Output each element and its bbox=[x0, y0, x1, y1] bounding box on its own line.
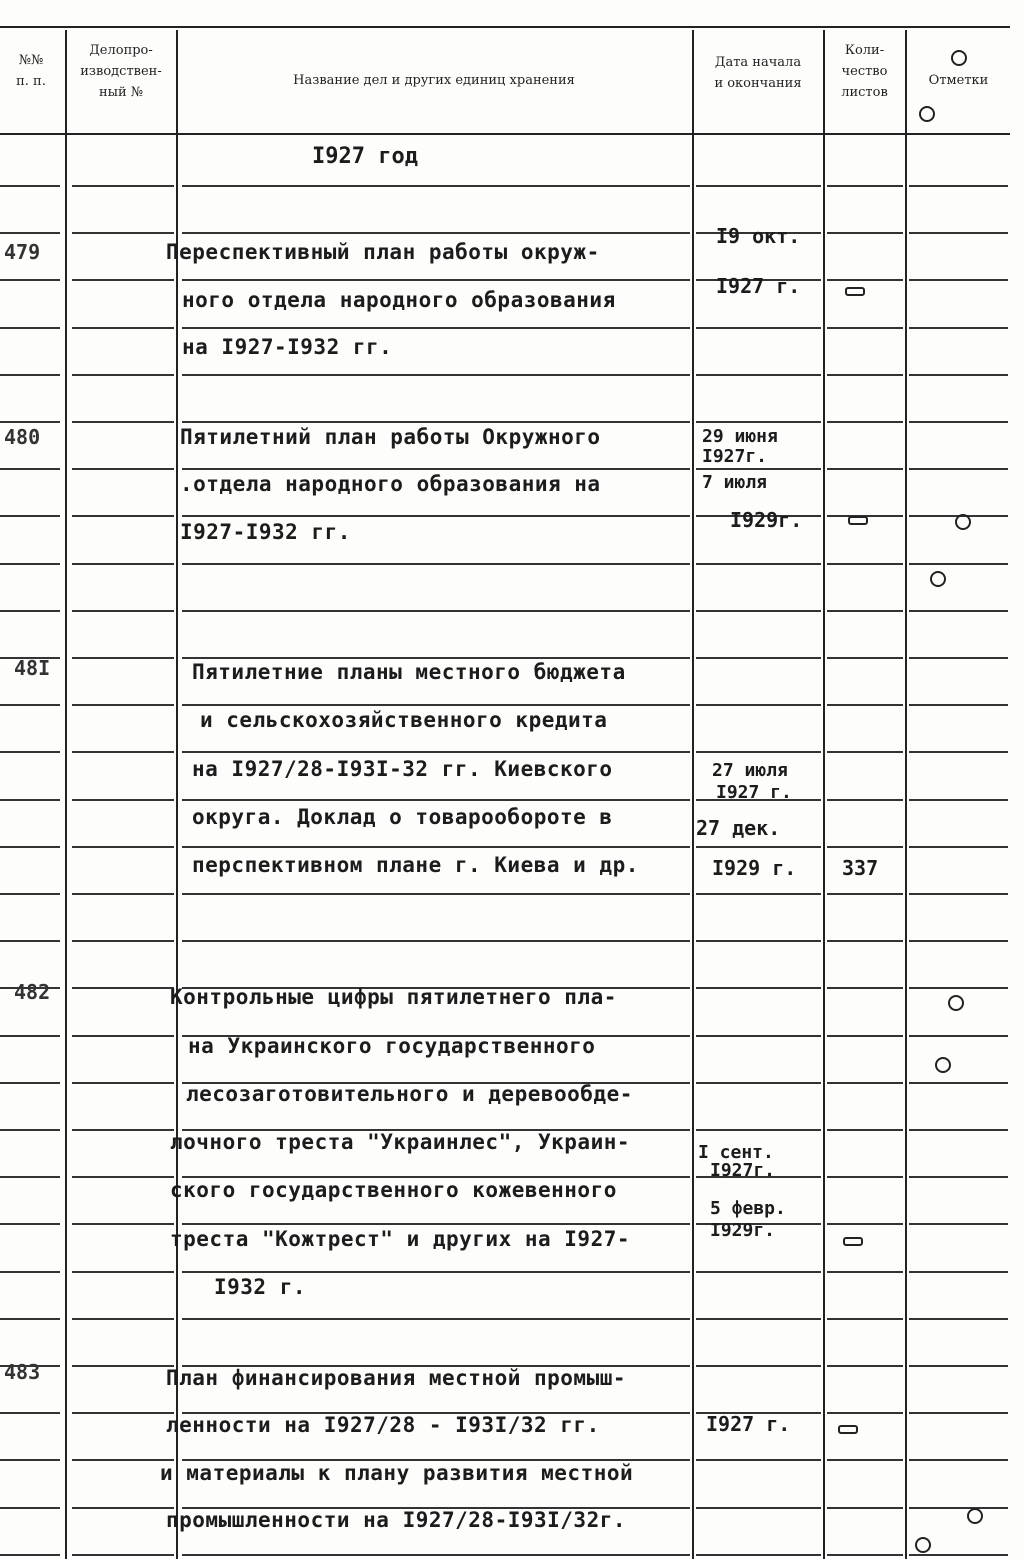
header-number: №№ п. п. bbox=[16, 53, 46, 89]
row-rule bbox=[72, 1554, 174, 1556]
row-rule bbox=[0, 1459, 60, 1461]
row-rule bbox=[909, 1459, 1008, 1461]
row-rule bbox=[0, 893, 60, 895]
row-rule bbox=[0, 327, 60, 329]
record-start-date: I сент. bbox=[698, 1142, 774, 1163]
row-rule bbox=[72, 468, 174, 470]
row-rule bbox=[0, 563, 60, 565]
row-rule bbox=[72, 185, 174, 187]
record-start-year: I927г. bbox=[702, 446, 768, 467]
row-rule bbox=[909, 1129, 1008, 1131]
row-rule bbox=[696, 893, 821, 895]
punch-hole-icon bbox=[930, 571, 946, 587]
row-rule bbox=[827, 185, 903, 187]
row-rule bbox=[909, 232, 1008, 234]
row-rule bbox=[182, 1271, 690, 1273]
row-rule bbox=[0, 940, 60, 942]
row-rule bbox=[696, 185, 821, 187]
row-rule bbox=[182, 374, 690, 376]
row-rule bbox=[72, 1412, 174, 1414]
row-rule bbox=[0, 374, 60, 376]
row-rule bbox=[909, 185, 1008, 187]
sheets-dash-icon bbox=[843, 1237, 863, 1246]
punch-hole-icon bbox=[951, 50, 967, 66]
row-rule bbox=[182, 799, 690, 801]
row-rule bbox=[827, 657, 903, 659]
record-number: 479 bbox=[4, 240, 41, 264]
punch-hole-icon bbox=[948, 995, 964, 1011]
row-rule bbox=[909, 1035, 1008, 1037]
record-number: 483 bbox=[4, 1360, 41, 1384]
record-title-line: и сельскохозяйственного кредита bbox=[200, 708, 608, 732]
record-title-line: Пятилетние планы местного бюджета bbox=[192, 660, 626, 684]
row-rule bbox=[827, 1035, 903, 1037]
row-rule bbox=[182, 468, 690, 470]
row-rule bbox=[72, 421, 174, 423]
row-rule bbox=[827, 893, 903, 895]
record-title-line: Контрольные цифры пятилетнего пла- bbox=[170, 985, 617, 1009]
row-rule bbox=[0, 468, 60, 470]
header-notes: Отметки bbox=[928, 73, 989, 88]
row-rule bbox=[909, 1082, 1008, 1084]
row-rule bbox=[72, 1271, 174, 1273]
row-rule bbox=[0, 610, 60, 612]
row-rule bbox=[696, 468, 821, 470]
row-rule bbox=[0, 279, 60, 281]
row-rule bbox=[182, 940, 690, 942]
row-rule bbox=[909, 1507, 1008, 1509]
row-rule bbox=[72, 279, 174, 281]
row-rule bbox=[182, 327, 690, 329]
record-end-date: 27 дек. bbox=[696, 816, 781, 840]
record-end-year: I929г. bbox=[730, 508, 803, 532]
row-rule bbox=[696, 610, 821, 612]
row-rule bbox=[696, 1318, 821, 1320]
row-rule bbox=[182, 185, 690, 187]
row-rule bbox=[182, 1318, 690, 1320]
row-rule bbox=[827, 1129, 903, 1131]
record-title-line: лесозаготовительного и деревообде- bbox=[186, 1082, 633, 1106]
row-rule bbox=[182, 751, 690, 753]
row-rule bbox=[182, 232, 690, 234]
row-rule bbox=[182, 657, 690, 659]
row-rule bbox=[696, 987, 821, 989]
row-rule bbox=[182, 279, 690, 281]
punch-hole-icon bbox=[919, 106, 935, 122]
record-title-line: округа. Доклад о товарообороте в bbox=[192, 805, 613, 829]
row-rule bbox=[182, 563, 690, 565]
table-top-border bbox=[0, 26, 1010, 28]
row-rule bbox=[72, 1459, 174, 1461]
row-rule bbox=[909, 704, 1008, 706]
column-divider-4 bbox=[823, 30, 825, 1559]
record-number: 48I bbox=[14, 656, 51, 680]
row-rule bbox=[909, 1176, 1008, 1178]
header-office-number: Делопро- изводствен- ный № bbox=[80, 43, 162, 100]
record-title-line: Переспективный план работы окруж- bbox=[166, 240, 600, 264]
row-rule bbox=[696, 421, 821, 423]
row-rule bbox=[909, 1318, 1008, 1320]
row-rule bbox=[696, 1271, 821, 1273]
row-rule bbox=[182, 893, 690, 895]
header-dates: Дата начала и окончания bbox=[714, 55, 802, 91]
record-title-line: Пятилетний план работы Окружного bbox=[180, 425, 601, 449]
row-rule bbox=[72, 1507, 174, 1509]
row-rule bbox=[827, 421, 903, 423]
row-rule bbox=[827, 232, 903, 234]
row-rule bbox=[827, 940, 903, 942]
row-rule bbox=[72, 657, 174, 659]
row-rule bbox=[72, 515, 174, 517]
row-rule bbox=[0, 232, 60, 234]
record-end-date: 7 июля bbox=[702, 472, 768, 493]
record-title-line: I932 г. bbox=[214, 1275, 307, 1299]
row-rule bbox=[696, 704, 821, 706]
record-title-line: на I927-I932 гг. bbox=[182, 335, 393, 359]
row-rule bbox=[0, 846, 60, 848]
row-rule bbox=[72, 846, 174, 848]
row-rule bbox=[909, 751, 1008, 753]
row-rule bbox=[72, 799, 174, 801]
record-title-line: на Украинского государственного bbox=[188, 1034, 596, 1058]
record-start-year: I927г. bbox=[710, 1160, 776, 1181]
row-rule bbox=[0, 421, 60, 423]
row-rule bbox=[909, 374, 1008, 376]
row-rule bbox=[72, 563, 174, 565]
row-rule bbox=[0, 1318, 60, 1320]
row-rule bbox=[909, 1271, 1008, 1273]
header-bottom-border bbox=[0, 133, 1010, 135]
section-year-title: I927 год bbox=[312, 144, 418, 169]
row-rule bbox=[696, 563, 821, 565]
row-rule bbox=[909, 940, 1008, 942]
row-rule bbox=[696, 1129, 821, 1131]
row-rule bbox=[696, 1459, 821, 1461]
record-title-line: и материалы к плану развития местной bbox=[160, 1461, 634, 1485]
row-rule bbox=[72, 1223, 174, 1225]
row-rule bbox=[0, 1271, 60, 1273]
punch-hole-icon bbox=[967, 1508, 983, 1524]
row-rule bbox=[827, 279, 903, 281]
row-rule bbox=[827, 1412, 903, 1414]
row-rule bbox=[909, 1412, 1008, 1414]
row-rule bbox=[0, 1223, 60, 1225]
row-rule bbox=[72, 751, 174, 753]
record-start-date: 27 июля bbox=[712, 760, 788, 781]
row-rule bbox=[182, 610, 690, 612]
row-rule bbox=[72, 232, 174, 234]
record-start-date: 29 июня bbox=[702, 426, 778, 447]
record-end-date: 5 февр. bbox=[710, 1198, 786, 1219]
row-rule bbox=[0, 1035, 60, 1037]
row-rule bbox=[72, 987, 174, 989]
record-title-line: ского государственного кожевенного bbox=[170, 1178, 617, 1202]
row-rule bbox=[827, 374, 903, 376]
row-rule bbox=[696, 751, 821, 753]
row-rule bbox=[909, 846, 1008, 848]
row-rule bbox=[696, 1082, 821, 1084]
record-sheet-count: 337 bbox=[842, 856, 879, 880]
record-title-line: перспективном плане г. Киева и др. bbox=[192, 853, 639, 877]
row-rule bbox=[182, 704, 690, 706]
record-end-year: I929г. bbox=[710, 1220, 776, 1241]
row-rule bbox=[182, 1554, 690, 1556]
row-rule bbox=[72, 940, 174, 942]
row-rule bbox=[696, 327, 821, 329]
row-rule bbox=[827, 1271, 903, 1273]
row-rule bbox=[827, 704, 903, 706]
record-start-year: I927 г. bbox=[716, 782, 792, 803]
row-rule bbox=[909, 327, 1008, 329]
row-rule bbox=[72, 1035, 174, 1037]
row-rule bbox=[72, 374, 174, 376]
row-rule bbox=[909, 1365, 1008, 1367]
row-rule bbox=[72, 1082, 174, 1084]
row-rule bbox=[696, 1507, 821, 1509]
header-title: Название дел и других единиц хранения bbox=[293, 73, 575, 88]
row-rule bbox=[827, 468, 903, 470]
row-rule bbox=[827, 1554, 903, 1556]
row-rule bbox=[696, 846, 821, 848]
row-rule bbox=[696, 1365, 821, 1367]
row-rule bbox=[909, 421, 1008, 423]
row-rule bbox=[72, 893, 174, 895]
record-title-line: ного отдела народного образования bbox=[182, 288, 616, 312]
row-rule bbox=[827, 751, 903, 753]
row-rule bbox=[696, 940, 821, 942]
row-rule bbox=[909, 279, 1008, 281]
sheets-dash-icon bbox=[838, 1425, 858, 1434]
record-end-date: I927 г. bbox=[716, 274, 801, 298]
sheets-dash-icon bbox=[848, 516, 868, 525]
row-rule bbox=[72, 1129, 174, 1131]
punch-hole-icon bbox=[935, 1057, 951, 1073]
record-title-line: ленности на I927/28 - I93I/32 гг. bbox=[166, 1413, 600, 1437]
row-rule bbox=[0, 1412, 60, 1414]
row-rule bbox=[696, 1035, 821, 1037]
row-rule bbox=[182, 1223, 690, 1225]
row-rule bbox=[0, 751, 60, 753]
record-title-line: .отдела народного образования на bbox=[180, 472, 601, 496]
row-rule bbox=[72, 610, 174, 612]
row-rule bbox=[909, 610, 1008, 612]
row-rule bbox=[827, 563, 903, 565]
row-rule bbox=[72, 1365, 174, 1367]
punch-hole-icon bbox=[915, 1537, 931, 1553]
row-rule bbox=[827, 846, 903, 848]
row-rule bbox=[696, 657, 821, 659]
header-sheets: Коли- чество листов bbox=[841, 43, 888, 100]
row-rule bbox=[909, 1554, 1008, 1556]
row-rule bbox=[827, 1459, 903, 1461]
record-start-date: I9 окт. bbox=[716, 224, 801, 248]
row-rule bbox=[909, 468, 1008, 470]
row-rule bbox=[909, 1223, 1008, 1225]
row-rule bbox=[72, 1176, 174, 1178]
record-title-line: План финансирования местной промыш- bbox=[166, 1366, 627, 1390]
row-rule bbox=[827, 1223, 903, 1225]
row-rule bbox=[909, 563, 1008, 565]
row-rule bbox=[909, 799, 1008, 801]
row-rule bbox=[0, 515, 60, 517]
column-divider-3 bbox=[692, 30, 694, 1559]
row-rule bbox=[909, 987, 1008, 989]
record-title-line: лочного треста "Украинлес", Украин- bbox=[170, 1130, 631, 1154]
row-rule bbox=[909, 893, 1008, 895]
row-rule bbox=[827, 1176, 903, 1178]
row-rule bbox=[0, 1176, 60, 1178]
row-rule bbox=[0, 1554, 60, 1556]
row-rule bbox=[696, 374, 821, 376]
row-rule bbox=[0, 1082, 60, 1084]
row-rule bbox=[0, 185, 60, 187]
punch-hole-icon bbox=[955, 514, 971, 530]
row-rule bbox=[827, 1365, 903, 1367]
row-rule bbox=[0, 1129, 60, 1131]
row-rule bbox=[909, 657, 1008, 659]
record-number: 482 bbox=[14, 980, 51, 1004]
row-rule bbox=[827, 1318, 903, 1320]
sheets-dash-icon bbox=[845, 287, 865, 296]
record-number: 480 bbox=[4, 425, 41, 449]
row-rule bbox=[0, 799, 60, 801]
row-rule bbox=[72, 704, 174, 706]
row-rule bbox=[0, 704, 60, 706]
row-rule bbox=[182, 515, 690, 517]
row-rule bbox=[827, 1507, 903, 1509]
row-rule bbox=[0, 1507, 60, 1509]
row-rule bbox=[827, 610, 903, 612]
record-title-line: промышленности на I927/28-I93I/32г. bbox=[166, 1508, 627, 1532]
record-title-line: треста "Кожтрест" и других на I927- bbox=[170, 1227, 631, 1251]
record-title-line: I927-I932 гг. bbox=[180, 520, 351, 544]
row-rule bbox=[72, 1318, 174, 1320]
row-rule bbox=[827, 327, 903, 329]
row-rule bbox=[182, 846, 690, 848]
record-date: I927 г. bbox=[706, 1412, 791, 1436]
column-divider-1 bbox=[65, 30, 67, 1559]
record-end-year: I929 г. bbox=[712, 856, 797, 880]
row-rule bbox=[827, 799, 903, 801]
column-divider-5 bbox=[905, 30, 907, 1559]
row-rule bbox=[696, 1554, 821, 1556]
row-rule bbox=[827, 1082, 903, 1084]
record-title-line: на I927/28-I93I-32 гг. Киевского bbox=[192, 757, 613, 781]
row-rule bbox=[72, 327, 174, 329]
row-rule bbox=[182, 421, 690, 423]
row-rule bbox=[827, 987, 903, 989]
